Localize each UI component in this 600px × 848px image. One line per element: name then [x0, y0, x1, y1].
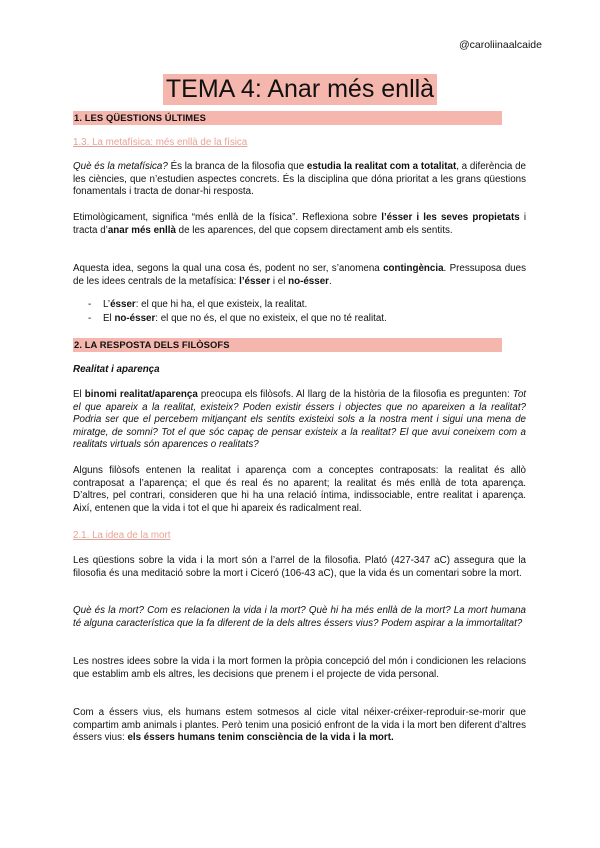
text-span: Aquesta idea, segons la qual una cosa és, podent no ser, s’anomena — [73, 263, 384, 274]
bold-span: l’ésser — [239, 275, 271, 287]
text-span: Etimològicament, significa “més enllà de la física”. Reflexiona sobre — [73, 212, 382, 223]
text-span: de les aparences, del que copsem directament amb els sentits. — [175, 224, 453, 236]
paragraph-metafisica-definition — [73, 161, 526, 199]
bold-span: els éssers humans tenim consciència de la vida i la mort. — [127, 732, 394, 744]
paragraph-contingencia — [73, 263, 526, 288]
text-span: : el que no és, el que no existeix, el que no té realitat. — [155, 313, 387, 325]
paragraph-filosofs: Alguns filòsofs entenen la realitat i aparença com a conceptes contraposats: la realitat és allò contraposat a l’aparença; el que és real és no aparent; la realitat és més enllà de tota aparença. D’altres, pel contrari, consideren que hi ha una relació íntima, indissociable, entre realitat i aparença. Així, entenen que la vida i tot el que hi apareix és radicalment real. — [73, 465, 526, 514]
question-text: Què és la metafísica? — [73, 161, 168, 172]
page-title: TEMA 4: Anar més enllà — [163, 74, 437, 105]
bold-span: no-ésser — [288, 275, 329, 287]
text-span: . — [328, 275, 332, 287]
subheading-metafisica: 1.3. La metafísica: més enllà de la física — [73, 137, 248, 148]
paragraph-binomi — [73, 389, 526, 452]
paragraph-cicle-vital — [73, 707, 526, 745]
subheading-idea-mort: 2.1. La idea de la mort — [73, 530, 171, 541]
text-span: : el que hi ha, el que existeix, la realitat. — [135, 299, 308, 310]
bold-span: binomi realitat/aparença — [84, 389, 198, 400]
paragraph-etimologia — [73, 212, 526, 237]
list-item — [88, 298, 518, 312]
text-span: i tracta d’ — [73, 212, 526, 236]
text-span: El — [103, 313, 115, 325]
text-span: Com a éssers vius, els humans estem sotmesos al cicle vital néixer-créixer-reproduir-se-morir que compartim amb animals i plantes. Però tenim una posició enfront de la vida i la mort ben diferent d’altres éssers vius: — [73, 707, 526, 744]
paragraph-questions-vida-mort: Les qüestions sobre la vida i la mort són a l’arrel de la filosofia. Plató (427-347 aC) assegura que la filosofia és una meditació sobre la mort i Ciceró (106-43 aC), que la vida és un comentari sobre la mort. — [73, 555, 526, 579]
list-item — [88, 312, 518, 326]
text-span: És la branca de la filosofia que — [167, 161, 307, 172]
text-span: , a diferència de les ciències, que n’estudien aspectes concrets. És la disciplina que dóna prioritat a les grans qüestions fonamentals i tracta de donar-hi resposta. — [73, 161, 526, 198]
bold-span: estudia la realitat com a totalitat — [306, 161, 457, 172]
paragraph-questions-italic: Què és la mort? Com es relacionen la vida i la mort? Què hi ha més enllà de la mort? La mort humana té alguna característica que la fa diferent de la dels altres éssers vius? Podem aspirar a la immortalitat? — [73, 605, 526, 629]
section-heading-1: 1. LES QÜESTIONS ÚLTIMES — [73, 111, 502, 125]
bold-span: contingència — [383, 263, 444, 274]
bold-span: anar més enllà — [107, 224, 176, 236]
bold-span: no-ésser — [114, 313, 156, 325]
text-span: i el — [270, 275, 289, 287]
text-span: preocupa els filòsofs. Al llarg de la història de la filosofia es pregunten: — [197, 389, 513, 400]
section-heading-2: 2. LA RESPOSTA DELS FILÒSOFS — [73, 338, 502, 352]
author-handle: @caroliinaalcaide — [458, 39, 542, 51]
subheading-realitat-aparenca: Realitat i aparença — [73, 364, 160, 375]
text-span: L’ — [103, 299, 111, 310]
esser-list — [88, 298, 518, 327]
paragraph-idees-vida-mort: Les nostres idees sobre la vida i la mort formen la pròpia concepció del món i condicionen les relacions que establim amb els altres, les decisions que prenem i el projecte de vida personal. — [73, 656, 526, 680]
text-span: El — [73, 389, 85, 400]
bold-span: ésser — [110, 299, 136, 310]
text-span: . Pressuposa dues de les idees centrals de la metafísica: — [73, 263, 526, 287]
title-wrapper — [0, 74, 600, 105]
italic-span: Tot el que apareix a la realitat, existeix? Poden existir éssers i objectes que no apareixen a la realitat? Podria ser que el percebem mitjançant els sentits existeixi sols a la nostra ment i sigui una mena de miratge, de somni? Tot el que sóc capaç de pensar existeix a la realitat? El que avui coneixem com a realitats virtuals són aparences o realitats? — [73, 389, 527, 451]
bold-span: l’ésser i les seves propietats — [381, 212, 520, 223]
